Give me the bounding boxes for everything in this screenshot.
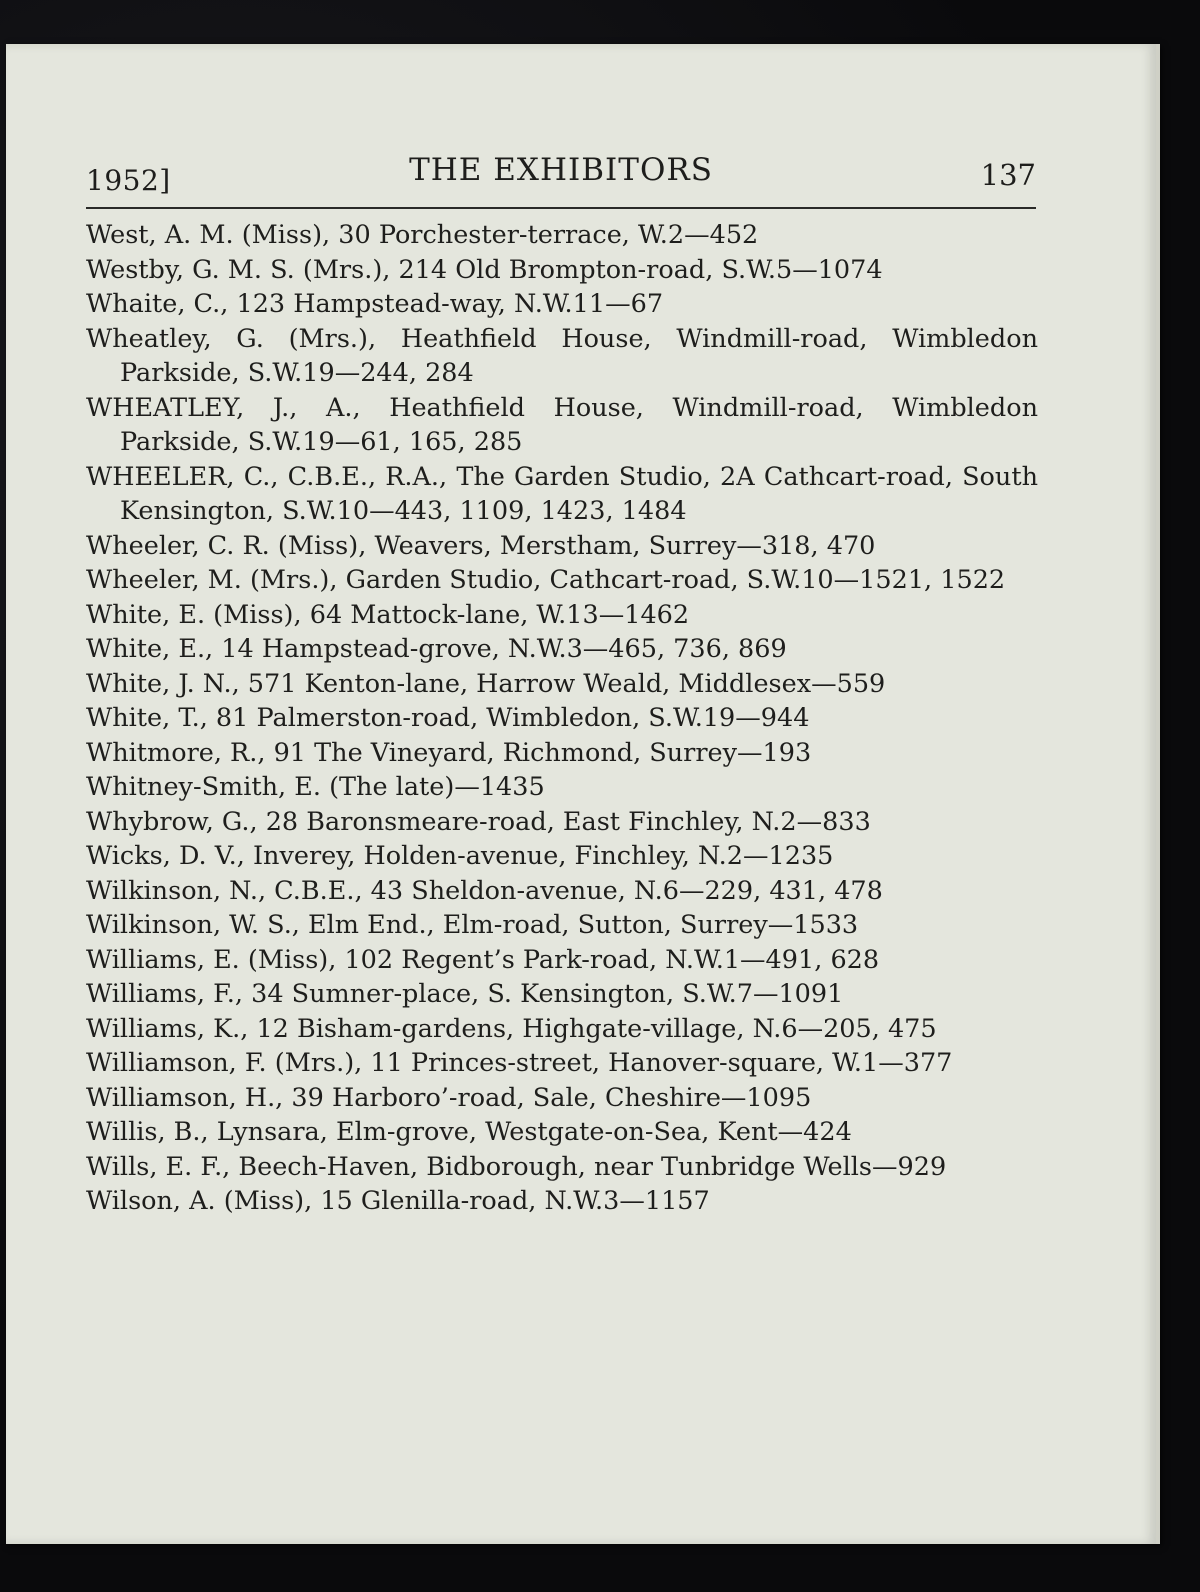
exhibitor-name: WHEELER, C., C.B.E., R.A., bbox=[86, 461, 457, 492]
exhibitor-address-works: 214 Old Brompton-road, S.W.5—1074 bbox=[398, 254, 883, 285]
exhibitor-address-works: 11 Princes-street, Hanover-square, W.1—377 bbox=[370, 1048, 953, 1078]
exhibitor-address-works: 15 Glenilla-road, N.W.3—1157 bbox=[320, 1186, 710, 1216]
exhibitor-name: Williams, F., bbox=[86, 979, 252, 1009]
exhibitor-address-works: Inverey, Holden-avenue, Finchley, N.2—1235 bbox=[252, 841, 834, 871]
exhibitor-entry bbox=[86, 1150, 1038, 1185]
exhibitor-name: Whitney-Smith, E. bbox=[86, 772, 330, 802]
exhibitor-address-works: 43 Sheldon-avenue, N.6—229, 431, 478 bbox=[370, 875, 883, 906]
exhibitor-name: Whaite, C., bbox=[86, 289, 237, 319]
exhibitor-address-works: Lynsara, Elm-grove, Westgate-on-Sea, Kent—424 bbox=[216, 1117, 852, 1147]
exhibitor-name: Wheatley, G. (Mrs.), bbox=[86, 323, 401, 354]
exhibitor-entry bbox=[86, 770, 1038, 805]
exhibitor-address-works: 30 Porchester-terrace, W.2—452 bbox=[338, 220, 759, 250]
exhibitor-address-works: Heathfield House, Windmill-road, Wimbledon Parkside, S.W.19—244, 284 bbox=[120, 323, 1038, 388]
exhibitor-name: White, J. N., bbox=[86, 668, 248, 699]
exhibitor-name: Whitmore, R., bbox=[86, 737, 274, 768]
exhibitor-entry bbox=[86, 839, 1038, 874]
exhibitor-name: White, E., bbox=[86, 634, 222, 664]
exhibitor-name: Wilkinson, N., C.B.E., bbox=[86, 875, 371, 906]
exhibitor-address-works: 12 Bisham-gardens, Highgate-village, N.6—205, 475 bbox=[256, 1013, 937, 1044]
exhibitor-name: White, T., bbox=[86, 703, 216, 733]
exhibitor-entry bbox=[86, 805, 1038, 840]
exhibitor-entry bbox=[86, 632, 1038, 667]
exhibitor-entry bbox=[86, 598, 1038, 633]
exhibitor-address-works: 34 Sumner-place, S. Kensington, S.W.7—1091 bbox=[251, 979, 844, 1009]
exhibitor-name: Williams, K., bbox=[86, 1013, 257, 1044]
book-page bbox=[6, 44, 1160, 1544]
exhibitor-name: Wilkinson, W. S., bbox=[86, 910, 309, 940]
exhibitor-address-works: Elm End., Elm-road, Sutton, Surrey—1533 bbox=[308, 910, 859, 940]
exhibitor-entry bbox=[86, 943, 1038, 978]
exhibitor-entry bbox=[86, 563, 1038, 598]
exhibitor-address-works: 571 Kenton-lane, Harrow Weald, Middlesex—559 bbox=[247, 668, 886, 699]
exhibitor-entry bbox=[86, 667, 1038, 702]
exhibitor-entry bbox=[86, 287, 1038, 322]
exhibitor-address-works: 64 Mattock-lane, W.13—1462 bbox=[309, 599, 690, 630]
exhibitor-entry bbox=[86, 529, 1038, 564]
exhibitor-name: Whybrow, G., bbox=[86, 806, 266, 837]
exhibitor-address-works: Weavers, Merstham, Surrey—318, 470 bbox=[374, 530, 876, 561]
exhibitor-address-works: Beech-Haven, Bidborough, near Tunbridge Wells—929 bbox=[238, 1151, 947, 1182]
exhibitor-name: Williamson, F. (Mrs.), bbox=[86, 1048, 371, 1078]
exhibitor-entry bbox=[86, 391, 1038, 460]
exhibitor-entry bbox=[86, 218, 1038, 253]
exhibitor-entry bbox=[86, 322, 1038, 391]
exhibitor-address-works: 28 Baronsmeare-road, East Finchley, N.2—833 bbox=[265, 806, 871, 837]
exhibitor-entry bbox=[86, 1046, 1038, 1081]
exhibitor-entry bbox=[86, 874, 1038, 909]
exhibitor-address-works: 14 Hampstead-grove, N.W.3—465, 736, 869 bbox=[221, 634, 787, 664]
running-header bbox=[86, 144, 1036, 200]
exhibitor-name: Wheeler, C. R. (Miss), bbox=[86, 530, 375, 561]
exhibitor-address-works: Garden Studio, Cathcart-road, S.W.10—1521, 1522 bbox=[345, 565, 1006, 595]
exhibitor-entry bbox=[86, 736, 1038, 771]
exhibitor-name: Wheeler, M. (Mrs.), bbox=[86, 565, 346, 595]
exhibitor-address-works: 102 Regent’s Park-road, N.W.1—491, 628 bbox=[344, 944, 880, 975]
exhibitor-name: White, E. (Miss), bbox=[86, 599, 310, 630]
exhibitor-list bbox=[86, 218, 1038, 1219]
exhibitor-entry bbox=[86, 908, 1038, 943]
exhibitor-entry bbox=[86, 1115, 1038, 1150]
exhibitor-address-works: The Garden Studio, 2A Cathcart-road, South Kensington, S.W.10—443, 1109, 1423, 1484 bbox=[120, 461, 1039, 526]
exhibitor-entry bbox=[86, 701, 1038, 736]
exhibitor-name: Willis, B., bbox=[86, 1117, 217, 1147]
exhibitor-address-works: 123 Hampstead-way, N.W.11—67 bbox=[236, 289, 664, 319]
exhibitor-entry bbox=[86, 977, 1038, 1012]
exhibitor-name: West, A. M. (Miss), bbox=[86, 220, 339, 250]
exhibitor-address-works: Heathfield House, Windmill-road, Wimbledon Parkside, S.W.19—61, 165, 285 bbox=[120, 392, 1038, 457]
exhibitor-name: Wicks, D. V., bbox=[86, 841, 253, 871]
page-title: THE EXHIBITORS bbox=[409, 152, 713, 188]
exhibitor-address-works: 81 Palmerston-road, Wimbledon, S.W.19—944 bbox=[215, 703, 810, 733]
exhibitor-name: Wills, E. F., bbox=[86, 1151, 239, 1182]
header-year: 1952] bbox=[86, 164, 171, 197]
exhibitor-name: Westby, G. M. S. (Mrs.), bbox=[86, 254, 399, 285]
exhibitor-name: Williamson, H., bbox=[86, 1082, 292, 1113]
exhibitor-entry bbox=[86, 253, 1038, 288]
exhibitor-address-works: 39 Harboro’-road, Sale, Cheshire—1095 bbox=[291, 1082, 812, 1113]
exhibitor-entry bbox=[86, 1081, 1038, 1116]
exhibitor-address-works: (The late)—1435 bbox=[329, 772, 545, 802]
exhibitor-entry bbox=[86, 1012, 1038, 1047]
exhibitor-address-works: 91 The Vineyard, Richmond, Surrey—193 bbox=[273, 737, 812, 768]
exhibitor-name: Williams, E. (Miss), bbox=[86, 944, 345, 975]
exhibitor-name: Wilson, A. (Miss), bbox=[86, 1186, 321, 1216]
exhibitor-name: WHEATLEY, J., A., bbox=[86, 392, 390, 423]
exhibitor-entry bbox=[86, 460, 1038, 529]
page-number: 137 bbox=[980, 158, 1036, 192]
exhibitor-entry bbox=[86, 1184, 1038, 1219]
header-rule bbox=[86, 207, 1036, 209]
